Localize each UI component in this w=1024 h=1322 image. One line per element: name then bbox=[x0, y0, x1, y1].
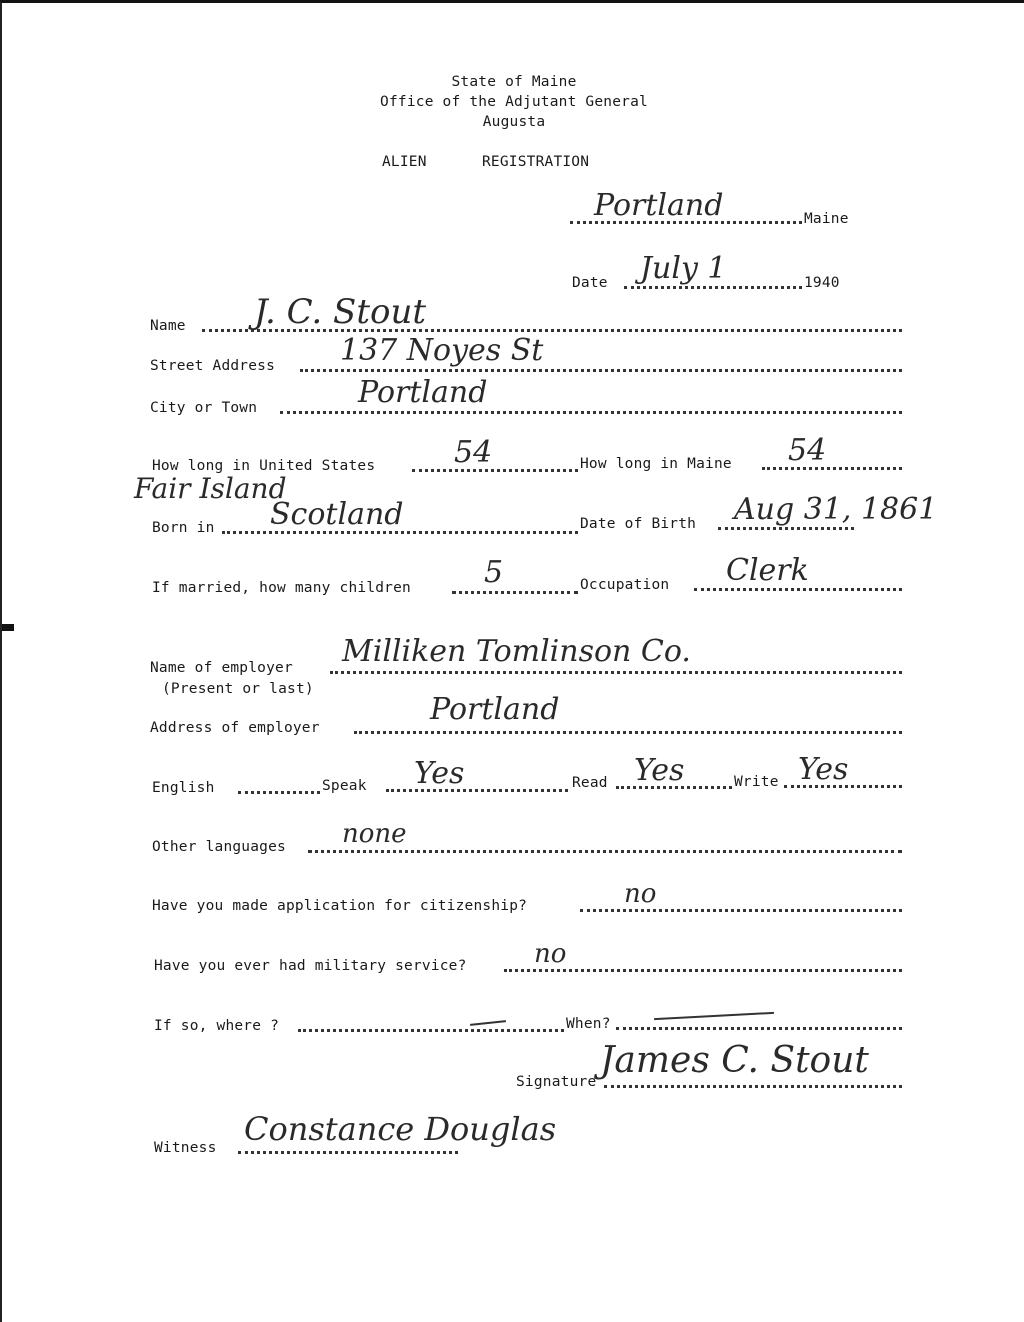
other-languages-value: none bbox=[342, 819, 407, 849]
date-label: Date bbox=[572, 275, 608, 291]
military-line bbox=[504, 969, 902, 972]
street-label: Street Address bbox=[150, 358, 276, 374]
place-suffix: Maine bbox=[804, 211, 849, 227]
street-value: 137 Noyes St bbox=[340, 333, 544, 368]
english-label: English bbox=[152, 780, 215, 796]
how-long-maine-line bbox=[762, 467, 902, 470]
date-line bbox=[624, 286, 802, 289]
write-label: Write bbox=[734, 774, 779, 790]
edge-mark bbox=[2, 624, 14, 631]
date-year: 1940 bbox=[804, 275, 840, 291]
witness-line bbox=[238, 1151, 458, 1154]
where-line bbox=[298, 1029, 564, 1032]
how-long-maine-label: How long in Maine bbox=[580, 456, 732, 472]
occupation-value: Clerk bbox=[726, 553, 809, 588]
city-label: City or Town bbox=[150, 400, 258, 416]
read-value: Yes bbox=[634, 753, 685, 788]
children-value: 5 bbox=[484, 555, 504, 590]
military-label: Have you ever had military service? bbox=[154, 958, 467, 974]
employer-value: Milliken Tomlinson Co. bbox=[342, 634, 691, 669]
dob-value: Aug 31, 1861 bbox=[734, 492, 938, 527]
street-line bbox=[300, 369, 902, 372]
when-label: When? bbox=[566, 1016, 611, 1032]
when-line bbox=[616, 1027, 902, 1030]
employer-sublabel: (Present or last) bbox=[162, 681, 314, 697]
employer-address-label: Address of employer bbox=[150, 720, 320, 736]
born-in-note: Fair Island bbox=[134, 472, 287, 505]
witness-value: Constance Douglas bbox=[244, 1110, 557, 1148]
born-in-value: Scotland bbox=[270, 497, 404, 532]
speak-label: Speak bbox=[322, 778, 367, 794]
occupation-line bbox=[694, 588, 902, 591]
employer-line bbox=[330, 671, 902, 674]
children-line bbox=[452, 591, 578, 594]
other-languages-line bbox=[308, 850, 902, 853]
english-line bbox=[238, 791, 320, 794]
city-line bbox=[280, 411, 902, 414]
how-long-us-line bbox=[412, 469, 578, 472]
born-in-label: Born in bbox=[152, 520, 215, 536]
dob-label: Date of Birth bbox=[580, 516, 697, 532]
name-value: J. C. Stout bbox=[254, 292, 427, 332]
title-alien: ALIEN bbox=[382, 154, 427, 170]
military-value: no bbox=[534, 939, 567, 969]
where-dash bbox=[470, 1020, 506, 1026]
citizenship-value: no bbox=[624, 879, 657, 909]
title-registration: REGISTRATION bbox=[482, 154, 590, 170]
citizenship-label: Have you made application for citizenship? bbox=[152, 898, 528, 914]
citizenship-line bbox=[580, 909, 902, 912]
date-value: July 1 bbox=[640, 251, 727, 286]
city-value: Portland bbox=[358, 375, 488, 410]
header-city: Augusta bbox=[482, 114, 546, 130]
read-label: Read bbox=[572, 775, 608, 791]
how-long-maine-value: 54 bbox=[788, 433, 827, 468]
employer-address-line bbox=[354, 731, 902, 734]
how-long-us-value: 54 bbox=[454, 435, 493, 470]
speak-value: Yes bbox=[414, 756, 465, 791]
dob-line bbox=[718, 527, 854, 530]
signature-line bbox=[604, 1085, 902, 1088]
when-dash bbox=[654, 1012, 774, 1020]
children-label: If married, how many children bbox=[152, 580, 411, 596]
witness-label: Witness bbox=[154, 1140, 217, 1156]
how-long-us-label: How long in United States bbox=[152, 458, 376, 474]
occupation-label: Occupation bbox=[580, 577, 670, 593]
other-languages-label: Other languages bbox=[152, 839, 286, 855]
write-value: Yes bbox=[798, 752, 849, 787]
employer-label: Name of employer bbox=[150, 660, 293, 676]
signature-label: Signature bbox=[516, 1074, 597, 1090]
signature-value: James C. Stout bbox=[600, 1040, 869, 1081]
name-label: Name bbox=[150, 318, 186, 334]
place-value: Portland bbox=[594, 188, 724, 223]
header-state: State of Maine bbox=[451, 74, 577, 90]
employer-address-value: Portland bbox=[430, 692, 560, 727]
where-label: If so, where ? bbox=[154, 1018, 280, 1034]
header-office: Office of the Adjutant General bbox=[380, 94, 648, 110]
